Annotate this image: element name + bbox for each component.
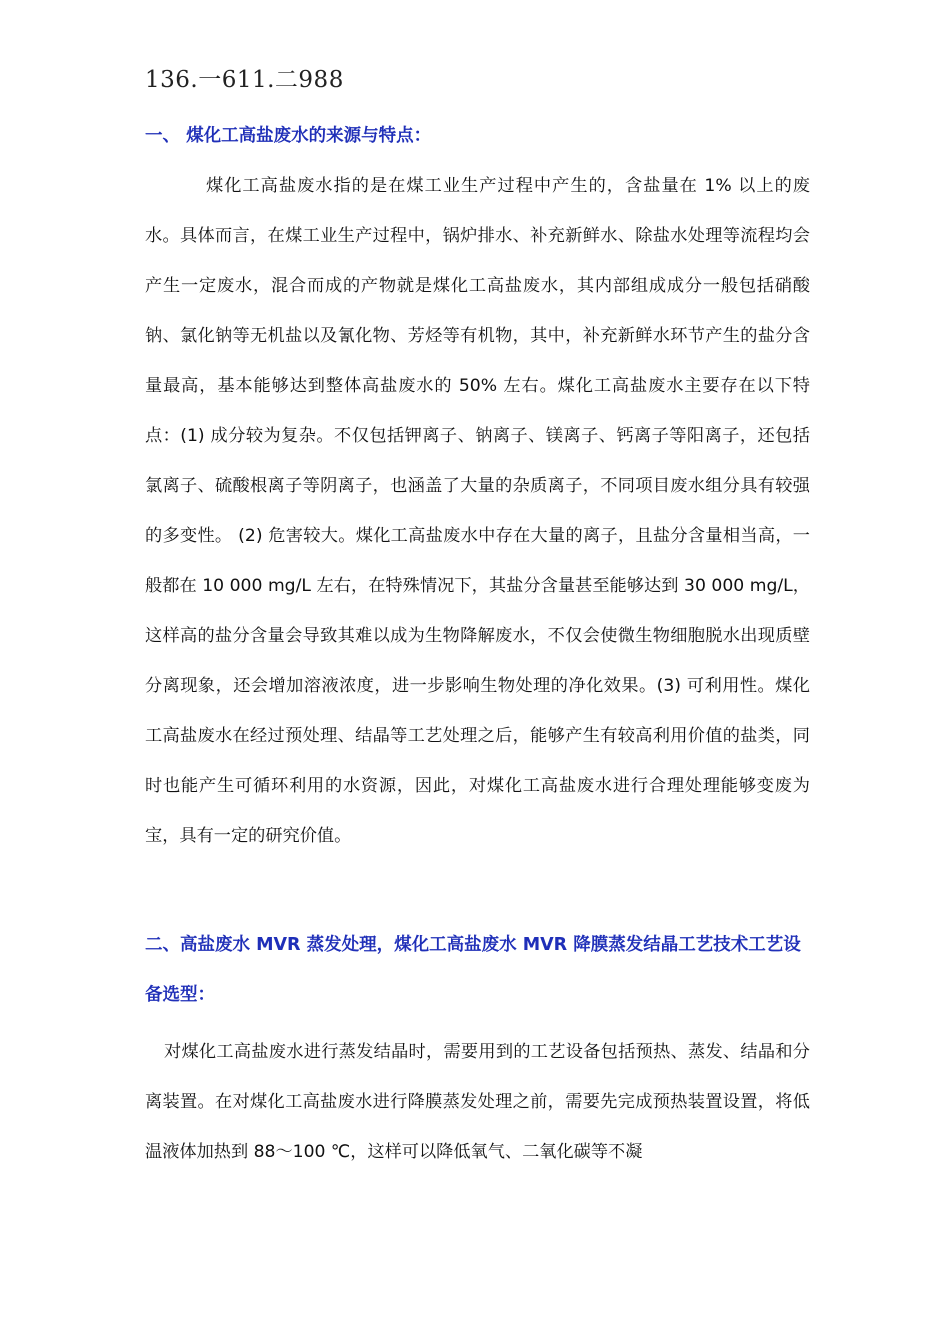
- section-2-paragraph: 对煤化工高盐废水进行蒸发结晶时，需要用到的工艺设备包括预热、蒸发、结晶和分离装置。在对煤化工高盐废水进行降膜蒸发处理之前，需要先完成预热装置设置，将低温液体加热到 88～100 ℃，这样可以降低氧气、二氧化碳等不凝: [145, 1042, 810, 1162]
- section-2-heading: 二、高盐废水 MVR 蒸发处理，煤化工高盐废水 MVR 降膜蒸发结晶工艺技术工艺设备选型：: [145, 935, 801, 1005]
- section-1-heading: 一、 煤化工高盐废水的来源与特点：: [145, 126, 432, 146]
- phone-number: 136.一611.二988: [145, 67, 344, 93]
- section-1-paragraph: 煤化工高盐废水指的是在煤工业生产过程中产生的，含盐量在 1% 以上的废水。具体而言，在煤工业生产过程中，锅炉排水、补充新鲜水、除盐水处理等流程均会产生一定废水，混合而成的产物就是煤化工高盐废水，其内部组成成分一般包括硝酸钠、氯化钠等无机盐以及氰化物、芳烃等有机物，其中，补充新鲜水环节产生的盐分含量最高，基本能够达到整体高盐废水的 50% 左右。煤化工高盐废水主要存在以下特点：(1) 成分较为复杂。不仅包括钾离子、钠离子、镁离子、钙离子等阳离子，还包括氯离子、硫酸根离子等阴离子，也涵盖了大量的杂质离子，不同项目废水组分具有较强的多变性。 (2) 危害较大。煤化工高盐废水中存在大量的离子，且盐分含量相当高，一般都在 10 000 mg/L 左右，在特殊情况下，其盐分含量甚至能够达到 30 000 mg/L，这样高的盐分含量会导致其难以成为生物降解废水，不仅会使微生物细胞脱水出现质壁分离现象，还会增加溶液浓度，进一步影响生物处理的净化效果。(3) 可利用性。煤化工高盐废水在经过预处理、结晶等工艺处理之后，能够产生有较高利用价值的盐类，同时也能产生可循环利用的水资源，因此，对煤化工高盐废水进行合理处理能够变废为宝，具有一定的研究价值。: [145, 176, 810, 846]
